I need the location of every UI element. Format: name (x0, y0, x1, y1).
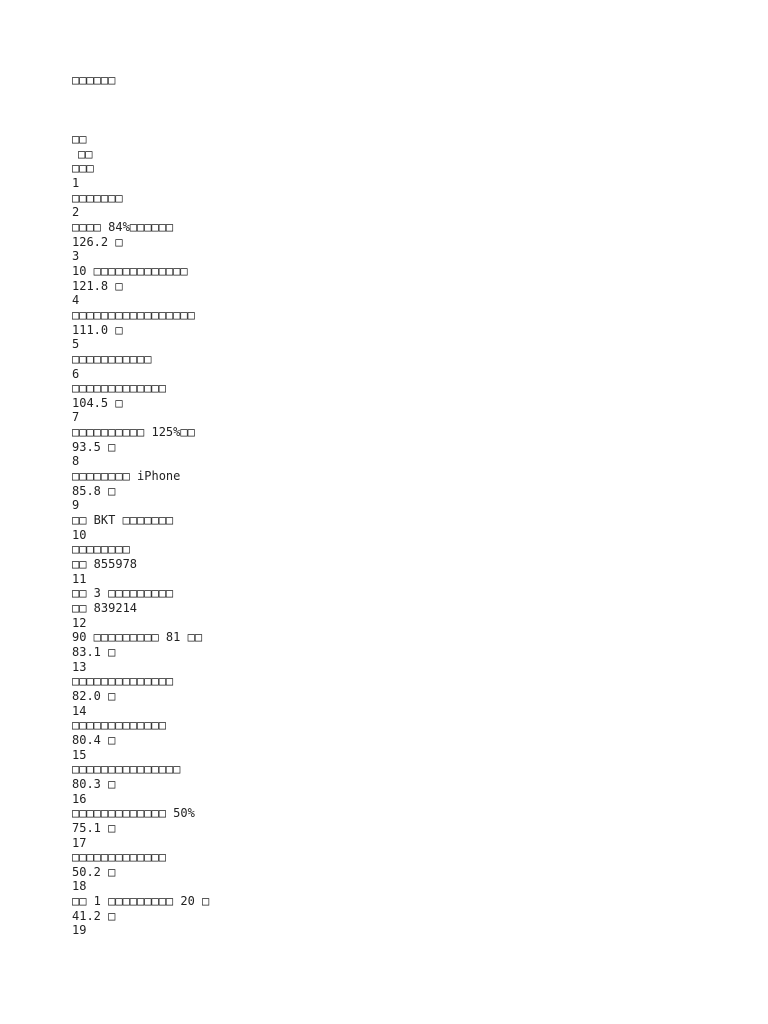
list-item[interactable] (72, 498, 752, 527)
list-item[interactable] (72, 454, 752, 498)
list-item-rank: 13 (72, 659, 87, 674)
list-item-rank: 9 (72, 498, 80, 513)
list-header-line-2: □□ (78, 146, 93, 161)
list-item[interactable] (72, 923, 752, 938)
list-item-title[interactable]: □□□□□□□□□□□□□ (72, 381, 166, 396)
list-item[interactable] (72, 748, 752, 792)
list-item[interactable] (72, 367, 752, 411)
list-item-rank: 3 (72, 249, 80, 264)
list-item-value: 80.3 □ (72, 776, 116, 791)
list-item-title[interactable]: □□□□□□□□□□□□□□□□□ (72, 307, 195, 322)
list-item[interactable] (72, 176, 752, 220)
list-item[interactable] (72, 572, 752, 616)
list-item-rank: 5 (72, 337, 80, 352)
list-item[interactable] (72, 660, 752, 704)
list-item[interactable] (72, 616, 752, 660)
list-item[interactable] (72, 704, 752, 748)
list-item-value: 126.2 □ (72, 234, 123, 249)
list-item-value: 85.8 □ (72, 483, 116, 498)
list-header-line-1: □□ (72, 132, 87, 146)
list-item-title[interactable]: □□□□□□□□ iPhone (72, 469, 181, 484)
page-title: □□□□□□ (72, 73, 116, 87)
list-item-title[interactable]: □□□□□□□□□□□□□ (72, 718, 166, 733)
list-item-title[interactable]: 90 □□□□□□□□□ 81 □□ (72, 630, 203, 645)
list-item-rank: 8 (72, 454, 80, 469)
list-item-title[interactable]: □□□□□□□□□□□□□ (72, 850, 166, 865)
list-item-rank: 15 (72, 747, 87, 762)
list-item-rank: 7 (72, 410, 80, 425)
list-item-value: 121.8 □ (72, 278, 123, 293)
list-item-rank: 11 (72, 571, 87, 586)
list-item-title[interactable]: □□□□□□□□□□□□□□ (72, 674, 174, 689)
list-header-line-3: □□□ (72, 161, 94, 176)
list-item-value: 82.0 □ (72, 688, 116, 703)
list-item[interactable] (72, 792, 752, 836)
list-item-value: □□ 855978 (72, 557, 138, 572)
list-item-title[interactable]: □□□□□□□ (72, 190, 123, 205)
list-item[interactable] (72, 836, 752, 880)
list-item-title[interactable]: 10 □□□□□□□□□□□□□ (72, 263, 188, 278)
list-item-title[interactable]: □□□□□□□□ (72, 542, 130, 557)
list-item-value: 93.5 □ (72, 439, 116, 454)
list-item-title[interactable]: □□ 3 □□□□□□□□□ (72, 586, 174, 601)
list-item-rank: 1 (72, 175, 80, 190)
list-item[interactable] (72, 337, 752, 366)
list-item[interactable] (72, 293, 752, 337)
list-item-rank: 16 (72, 791, 87, 806)
list-item-rank: 10 (72, 527, 87, 542)
ranking-rows (72, 176, 752, 938)
list-item-value: 83.1 □ (72, 644, 116, 659)
list-item-rank: 19 (72, 923, 87, 938)
list-item-title[interactable]: □□ 1 □□□□□□□□□ 20 □ (72, 894, 210, 909)
list-item-value: 50.2 □ (72, 864, 116, 879)
list-item-value: 104.5 □ (72, 395, 123, 410)
list-item-rank: 6 (72, 366, 80, 381)
list-item[interactable] (72, 879, 752, 923)
list-item-title[interactable]: □□□□□□□□□□□□□□□ (72, 762, 181, 777)
list-item-title[interactable]: □□□□□□□□□□□ (72, 351, 152, 366)
list-item-rank: 14 (72, 703, 87, 718)
list-item[interactable] (72, 249, 752, 293)
list-item[interactable] (72, 528, 752, 572)
list-item-value: 80.4 □ (72, 732, 116, 747)
list-item-value: □□ 839214 (72, 601, 138, 615)
list-item[interactable] (72, 220, 752, 249)
list-item-value: 41.2 □ (72, 908, 116, 923)
list-item-value: 2 (72, 205, 80, 220)
list-item-title[interactable]: □□ BKT □□□□□□□ (72, 513, 174, 528)
list-item-title[interactable]: □□□□ 84%□□□□□□ (72, 219, 174, 234)
list-item-value: 75.1 □ (72, 820, 116, 835)
list-item-value: 111.0 □ (72, 322, 123, 337)
list-item[interactable] (72, 410, 752, 454)
list-item-rank: 17 (72, 835, 87, 850)
list-item-rank: 4 (72, 293, 80, 308)
ranking-list (72, 132, 752, 938)
list-item-title[interactable]: □□□□□□□□□□ 125%□□ (72, 425, 195, 440)
list-item-title[interactable]: □□□□□□□□□□□□□ 50% (72, 806, 195, 821)
list-item-rank: 12 (72, 615, 87, 630)
list-item-rank: 18 (72, 879, 87, 894)
